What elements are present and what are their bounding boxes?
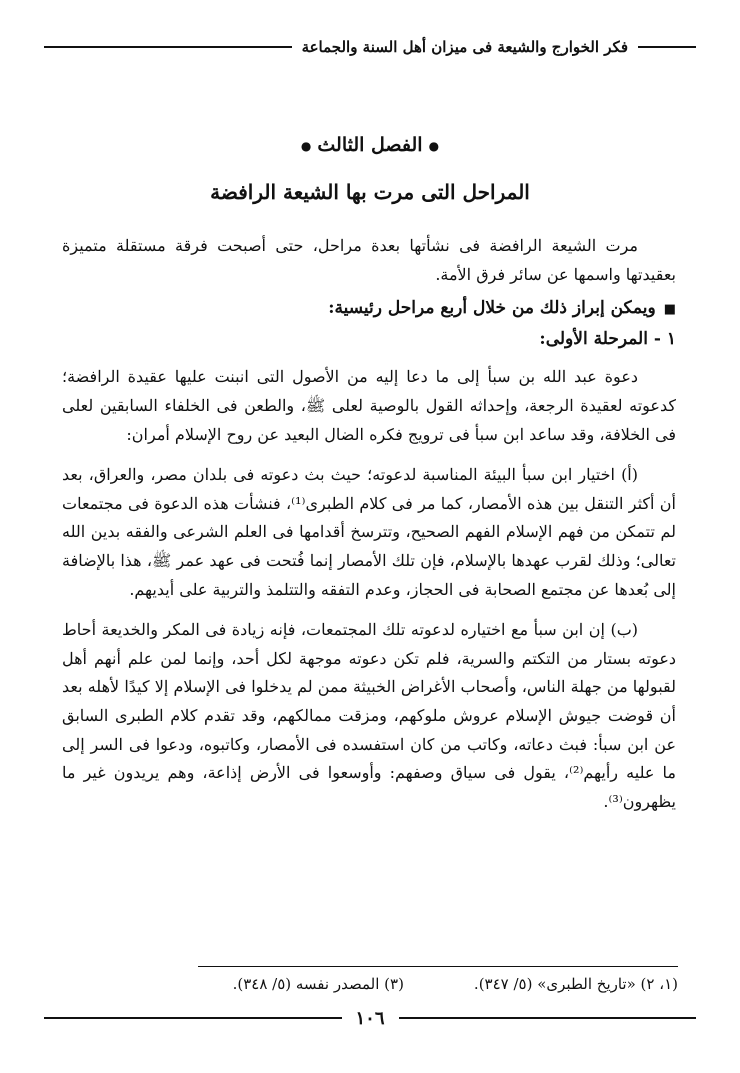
stage-one-heading: ١ - المرحلة الأولى:: [539, 328, 676, 349]
running-header: [44, 32, 696, 62]
footnote-rule: [198, 966, 678, 967]
footer-rule-left: [44, 1017, 342, 1019]
square-bullet-icon: ■: [663, 302, 676, 318]
body-text: [62, 232, 676, 816]
bullet-icon: ●: [428, 139, 440, 153]
paragraph-intro: مرت الشيعة الرافضة فى نشأتها بعدة مراحل، حتى أصبحت فرقة مستقلة متميزة بعقيدتها واسمها عن سائر فرق الأمة.: [62, 236, 676, 284]
footer-rule-right: [399, 1017, 697, 1019]
chapter-heading: [0, 134, 740, 156]
footnote-1: (١، ٢) «تاريخ الطبرى» (٥/ ٣٤٧).: [473, 975, 678, 993]
paragraph-3: (ب) إن ابن سبأ مع اختياره لدعوته تلك المجتمعات، فإنه زيادة فى المكر والخديعة أحاط دعوته بستار من التكتم والسرية، فلم تكن دعوته موجهة لكل أحد، وإنما لمن علم أنهم أهل لقبولها من جهلة الناس، وأصحاب الأغراض الخبيثة ممن لم يدخلوا فى الإسلام إلا كيدًا لأهله بعد أن قوضت جيوش الإسلام عروش ملوكهم، ومزقت ممالكهم، وقد تقدم كلام الطبرى السابق عن ابن سبأ: فبث دعاته، وكاتب من كان استفسده فى الأمصار، وكاتبوه، ودعوا فى السر إلى ما عليه رأيهم⁽²⁾، يقول فى سياق وصفهم: وأوسعوا فى الأرض إذاعة، وهم يريدون غير ما يظهرون⁽³⁾.: [62, 620, 676, 811]
footnote-2: (٣) المصدر نفسه (٥/ ٣٤٨).: [232, 975, 404, 993]
header-rule-left: [44, 46, 292, 48]
bullet-icon: ●: [300, 139, 312, 153]
stages-intro-text: ويمكن إبراز ذلك من خلال أربع مراحل رئيسية:: [328, 298, 656, 319]
section-subtitle: المراحل التى مرت بها الشيعة الرافضة: [210, 180, 530, 204]
header-rule-right: [638, 46, 696, 48]
paragraph-2: (أ) اختيار ابن سبأ البيئة المناسبة لدعوته؛ حيث بث دعوته فى بلدان مصر، والعراق، بعد أن أكثر التنقل بين هذه الأمصار، كما مر فى كلام الطبرى⁽¹⁾، فنشأت هذه الدعوة فى مجتمعات لم تتمكن من فهم الإسلام الفهم الصحيح، وتترسخ أقدامها فى العلم الشرعى والفقه بدين الله تعالى؛ وذلك لقرب عهدها بالإسلام، فإن تلك الأمصار إنما فُتحت فى عهد عمر ﷺ، هذا بالإضافة إلى بُعدها عن مجتمع الصحابة فى الحجاز، وعدم التفقه والتتلمذ والتربية على أيديهم.: [62, 465, 677, 599]
footnotes: [118, 975, 678, 993]
running-header-title: فكر الخوارج والشيعة فى ميزان أهل السنة والجماعة: [301, 38, 628, 56]
paragraph-1: دعوة عبد الله بن سبأ إلى ما دعا إليه من الأصول التى انبنت عليها عقيدة الرافضة؛ كدعوته لعقيدة الرجعة، وإحداثه القول بالوصية لعلى ﷺ، والطعن فى الخلفاء السابقين لعلى فى الخلافة، وقد ساعد ابن سبأ فى ترويج فكره الضال البعيد عن روح الإسلام أمران:: [62, 367, 676, 444]
stages-intro: [62, 294, 676, 325]
page-footer: [44, 1005, 696, 1031]
chapter-title: الفصل الثالث: [317, 134, 423, 156]
page-number: ١٠٦: [355, 1007, 385, 1029]
